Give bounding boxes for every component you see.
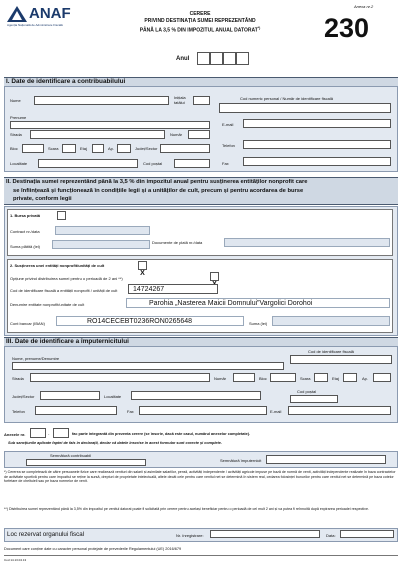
semnatura-contribuabil-input[interactable] — [26, 459, 146, 466]
numar-input[interactable] — [188, 130, 210, 139]
judet-label: Județ/Sector — [135, 146, 158, 151]
imp-telefon-label: Telefon — [12, 409, 25, 414]
semnatura-imputernicit-input[interactable] — [266, 455, 386, 464]
imp-localitate-label: Localitate — [104, 394, 122, 399]
anaf-logo — [6, 5, 86, 27]
bloc-input[interactable] — [22, 144, 44, 153]
section2-title-3: private, conform legii — [13, 196, 72, 203]
section3-header: III. Date de identificare a împuternicitului — [4, 337, 398, 347]
suma-platita-input[interactable] — [52, 240, 150, 249]
denumire-input[interactable] — [126, 298, 390, 308]
sustinere-label: 2. Susținerea unei entități nonprofit/unități de cult — [10, 263, 105, 268]
etaj-label: Etaj — [80, 146, 87, 151]
gdpr-notice: Document care conține date cu caracter personal protejate de prevederile Regulamentului (UE) 2016/679 — [4, 547, 182, 551]
prenume-input[interactable] — [10, 121, 210, 129]
imp-judet-input[interactable] — [40, 391, 100, 400]
bursa-checkbox[interactable] — [57, 211, 66, 220]
fax-label: Fax — [222, 161, 229, 166]
form-code: Cod 14.13.04.13 — [4, 558, 27, 562]
sanctiune-text: Sub sancțiunile aplicate faptei de fals în declarații, declar că datele înscrise în acest formular sunt corecte și complete. — [8, 441, 222, 445]
year-label: Anul — [176, 56, 190, 62]
cnp-input[interactable] — [219, 103, 391, 113]
data-label: Data: — [326, 533, 336, 538]
title-footnote-mark: *) — [257, 26, 261, 30]
numar-label: Număr — [170, 132, 183, 137]
fax-input[interactable] — [243, 157, 391, 166]
suma-platita-label: Suma plătită (lei) — [10, 244, 41, 249]
note2: **) Distribuirea sumei reprezentând până la 3,5% din impozitul pe venitul datorat poate fi solicitată prin cerere pentru același beneficiar pentru o perioadă de cel mult 2 ani și va putea fi reînnoită după expirarea perioadei respective. — [4, 507, 369, 511]
initiala-label: Inițiala tatălui — [174, 95, 186, 105]
anexe-to-input[interactable] — [53, 428, 69, 438]
nume-label: Nume — [10, 98, 21, 103]
section1-header: I. Date de identificare a contribuabilului — [4, 77, 398, 87]
anexe-dash: - — [48, 431, 50, 436]
strada-label: Strada — [10, 132, 22, 137]
cif-value: 14724267 — [133, 286, 165, 293]
bursa-label: 1. Bursa privată — [10, 213, 41, 218]
footer-rule — [4, 555, 398, 556]
imp-bloc-label: Bloc — [259, 376, 267, 381]
logo-text: ANAF — [29, 5, 71, 22]
imp-localitate-input[interactable] — [131, 391, 261, 400]
imp-judet-label: Județ/Sector — [12, 394, 35, 399]
imp-strada-label: Strada — [12, 376, 24, 381]
localitate-input[interactable] — [38, 159, 138, 168]
cif-label: Cod de identificare fiscală a entității nonprofit / unității de cult — [10, 288, 118, 293]
anexe-text: fac parte integrantă din prezenta cerere (se înscrie, dacă este cazul, numărul anexelor completate). — [72, 432, 251, 436]
section2-title-2: se înființează și funcționează în condițiile legii și a unităților de cult, precum și pentru acordarea de burse — [13, 187, 304, 194]
cod-postal-label: Cod poștal — [143, 161, 163, 166]
nr-inregistrare-label: Nr. înregistrare: — [176, 533, 204, 538]
title-line-3: PÂNĂ LA 3,5 % DIN IMPOZITUL ANUAL DATORAT — [139, 27, 258, 34]
section2-header — [4, 177, 398, 205]
contract-input[interactable] — [55, 226, 150, 235]
loc-rezervat-label: Loc rezervat organului fiscal — [7, 531, 85, 538]
anexe-from-input[interactable] — [30, 428, 46, 438]
suma-label: Suma (lei) — [249, 321, 268, 326]
form-title — [120, 11, 280, 35]
semnatura-contribuabil-label: Semnătură contribuabil — [50, 453, 92, 458]
imp-telefon-input[interactable] — [35, 406, 117, 415]
email-label: E-mail — [222, 122, 234, 127]
strada-input[interactable] — [30, 130, 165, 139]
denumire-label: Denumire entitate nonprofit/unitate de cult — [10, 302, 85, 307]
initiala-input[interactable] — [193, 96, 210, 105]
annex-label: Anexa nr.2 — [354, 4, 374, 9]
nr-inregistrare-input[interactable] — [210, 530, 320, 538]
iban-label: Cont bancar (IBAN) — [10, 321, 45, 326]
sustinere-checkbox[interactable] — [138, 261, 147, 277]
documente-plata-label: Documente de plată nr./data — [152, 240, 203, 245]
section2-title-1: II. Destinația sumei reprezentând până la 3,5 % din impozitul anual pentru susținerea entităților nonprofit care — [6, 179, 308, 185]
anexe-label: Anexele nr. — [4, 432, 26, 437]
imp-email-label: E-mail — [270, 409, 282, 414]
imp-nume-input[interactable] — [12, 362, 284, 370]
iban-value: RO14CECEBT0236RON0265648 — [87, 318, 193, 325]
imp-ap-label: Ap. — [362, 376, 369, 381]
email-input[interactable] — [243, 119, 391, 128]
imp-ap-input[interactable] — [373, 373, 391, 382]
imp-cod-postal-input[interactable] — [290, 395, 338, 403]
imp-numar-label: Număr — [214, 376, 227, 381]
imp-cod-postal-label: Cod poștal — [297, 389, 317, 394]
bloc-label: Bloc — [10, 146, 18, 151]
imp-cif-label: Cod de identificare fiscală — [308, 349, 354, 354]
cif-input[interactable] — [128, 284, 218, 294]
scara-label: Scara — [48, 146, 59, 151]
denumire-value: Parohia „Nasterea Maicii Domnului”Vargolici Dorohoi — [149, 300, 313, 307]
imp-numar-input[interactable] — [233, 373, 255, 382]
title-line-1: CERERE — [189, 11, 211, 17]
iban-input[interactable] — [56, 316, 244, 326]
etaj-input[interactable] — [92, 144, 104, 153]
ap-input[interactable] — [117, 144, 131, 153]
data-input[interactable] — [340, 530, 394, 538]
year-field[interactable] — [197, 52, 249, 65]
nume-input[interactable] — [34, 96, 169, 105]
suma-input[interactable] — [272, 316, 390, 326]
imp-scara-input[interactable] — [314, 373, 328, 382]
imp-email-input[interactable] — [288, 406, 391, 415]
ap-label: Ap. — [108, 146, 115, 151]
sustinere-check-mark: X — [140, 270, 145, 277]
imp-etaj-label: Etaj — [332, 376, 339, 381]
prenume-label: Prenume — [10, 115, 27, 120]
cnp-label: Cod numeric personal / Număr de identificare fiscală — [240, 96, 333, 101]
title-line-2: PRIVIND DESTINAȚIA SUMEI REPREZENTÂND — [144, 18, 256, 24]
judet-input[interactable] — [160, 144, 210, 153]
localitate-label: Localitate — [10, 161, 28, 166]
imp-scara-label: Scara — [300, 376, 311, 381]
scara-input[interactable] — [62, 144, 76, 153]
cod-postal-input[interactable] — [174, 159, 210, 168]
form-number: 230 — [324, 13, 370, 43]
imp-bloc-input[interactable] — [270, 373, 296, 382]
imp-cif-input[interactable] — [290, 355, 392, 364]
logo-subtitle: Agenția Națională de Administrare Fiscală — [7, 23, 63, 27]
note1: *) Cererea se completează de către persoanele fizice care realizează venituri din salarii și asimilate salariilor, pensii, activități independente / activități agricole impuse pe bază de normă de venit, activități independente realizate în baza contractelor de activitate sportivă pentru care impozitul se reține la sursă, drepturi de proprietate intelectuală, altele decât cele pentru care venitul net se determină în sistem real, cedarea folosinței bunurilor pentru care venitul net se determină pe baza cotelor forfetare de cheltuieli sau pe baza normelor de venit. — [4, 470, 396, 484]
imp-fax-input[interactable] — [139, 406, 267, 415]
semnatura-imputernicit-label: Semnătură împuternicit — [220, 458, 262, 463]
anaf-logo-icon — [6, 5, 28, 23]
imp-strada-input[interactable] — [30, 373, 210, 382]
optiune-checkbox[interactable] — [210, 272, 219, 281]
documente-plata-input[interactable] — [224, 238, 390, 247]
telefon-input[interactable] — [243, 140, 391, 149]
contract-label: Contract nr./data — [10, 229, 40, 234]
imp-nume-label: Nume, prenume/Denumire — [12, 356, 60, 361]
imp-fax-label: Fax — [127, 409, 134, 414]
imp-etaj-input[interactable] — [343, 373, 357, 382]
optiune-label: Opțiune privind distribuirea sumei pentru o perioadă de 2 ani **) — [10, 276, 123, 281]
telefon-label: Telefon — [222, 143, 235, 148]
